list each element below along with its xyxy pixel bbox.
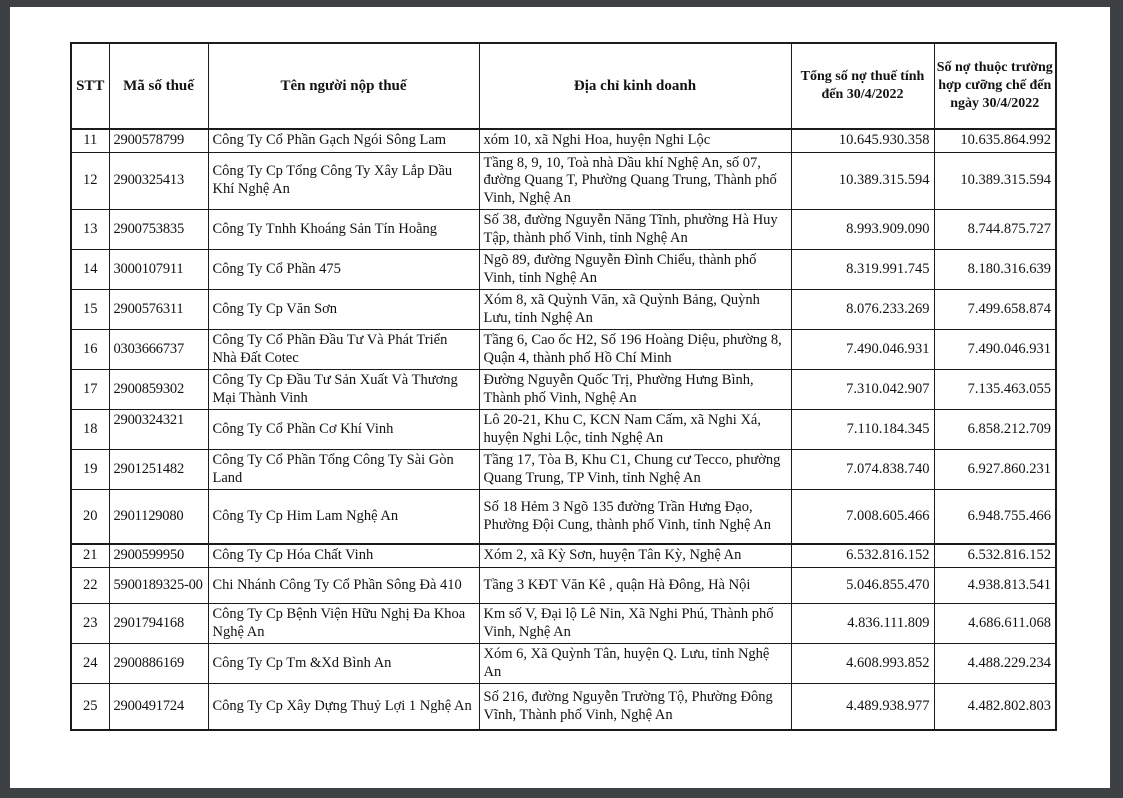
cell-enforced-debt: 7.499.658.874	[934, 290, 1056, 330]
cell-tax-code: 2900578799	[109, 129, 208, 152]
cell-total-debt: 7.110.184.345	[791, 410, 934, 450]
col-header-enforced-debt: Số nợ thuộc trường hợp cưỡng chế đến ngày 30/4/2022	[934, 43, 1056, 129]
cell-enforced-debt: 6.948.755.466	[934, 490, 1056, 545]
cell-stt: 25	[71, 684, 109, 731]
cell-business-address: Tầng 6, Cao ốc H2, Số 196 Hoàng Diệu, phường 8, Quận 4, thành phố Hồ Chí Minh	[479, 330, 791, 370]
cell-taxpayer-name: Công Ty Cổ Phần Tổng Công Ty Sài Gòn Land	[208, 450, 479, 490]
cell-enforced-debt: 7.490.046.931	[934, 330, 1056, 370]
cell-tax-code: 2900491724	[109, 684, 208, 731]
cell-enforced-debt: 4.686.611.068	[934, 604, 1056, 644]
cell-total-debt: 10.645.930.358	[791, 129, 934, 152]
cell-stt: 22	[71, 567, 109, 604]
cell-total-debt: 7.008.605.466	[791, 490, 934, 545]
cell-taxpayer-name: Công Ty Cổ Phần 475	[208, 250, 479, 290]
cell-total-debt: 4.836.111.809	[791, 604, 934, 644]
cell-tax-code: 2900886169	[109, 644, 208, 684]
cell-taxpayer-name: Công Ty Cp Hóa Chất Vinh	[208, 544, 479, 567]
cell-taxpayer-name: Công Ty Cp Bệnh Viện Hữu Nghị Đa Khoa Nghệ An	[208, 604, 479, 644]
cell-taxpayer-name: Công Ty Cổ Phần Gạch Ngói Sông Lam	[208, 129, 479, 152]
table-row	[71, 684, 1056, 731]
cell-tax-code: 2900576311	[109, 290, 208, 330]
cell-tax-code: 3000107911	[109, 250, 208, 290]
cell-stt: 12	[71, 152, 109, 210]
col-header-taxpayer-name: Tên người nộp thuế	[208, 43, 479, 129]
cell-enforced-debt: 7.135.463.055	[934, 370, 1056, 410]
cell-tax-code: 2901129080	[109, 490, 208, 545]
cell-total-debt: 6.532.816.152	[791, 544, 934, 567]
cell-tax-code: 0303666737	[109, 330, 208, 370]
cell-taxpayer-name: Công Ty Cp Xây Dựng Thuỷ Lợi 1 Nghệ An	[208, 684, 479, 731]
cell-total-debt: 10.389.315.594	[791, 152, 934, 210]
cell-stt: 21	[71, 544, 109, 567]
cell-stt: 19	[71, 450, 109, 490]
cell-stt: 20	[71, 490, 109, 545]
cell-stt: 24	[71, 644, 109, 684]
cell-stt: 15	[71, 290, 109, 330]
cell-business-address: Xóm 2, xã Kỳ Sơn, huyện Tân Kỳ, Nghệ An	[479, 544, 791, 567]
cell-tax-code: 2901251482	[109, 450, 208, 490]
cell-taxpayer-name: Công Ty Cp Đầu Tư Sản Xuất Và Thương Mại Thành Vinh	[208, 370, 479, 410]
table-row	[71, 370, 1056, 410]
cell-taxpayer-name: Chi Nhánh Công Ty Cổ Phần Sông Đà 410	[208, 567, 479, 604]
table-body	[71, 129, 1056, 730]
cell-stt: 23	[71, 604, 109, 644]
cell-taxpayer-name: Công Ty Cổ Phần Cơ Khí Vinh	[208, 410, 479, 450]
table-row	[71, 490, 1056, 545]
cell-enforced-debt: 8.180.316.639	[934, 250, 1056, 290]
table-row	[71, 567, 1056, 604]
cell-stt: 18	[71, 410, 109, 450]
cell-enforced-debt: 4.938.813.541	[934, 567, 1056, 604]
cell-business-address: Số 216, đường Nguyễn Trường Tộ, Phường Đông Vĩnh, Thành phố Vinh, Nghệ An	[479, 684, 791, 731]
cell-total-debt: 4.489.938.977	[791, 684, 934, 731]
cell-enforced-debt: 6.927.860.231	[934, 450, 1056, 490]
cell-enforced-debt: 10.389.315.594	[934, 152, 1056, 210]
cell-business-address: Tầng 8, 9, 10, Toà nhà Dầu khí Nghệ An, số 07, đường Quang T, Phường Quang Trung, Thành phố Vinh, Nghệ An	[479, 152, 791, 210]
table-header-row	[71, 43, 1056, 129]
cell-stt: 11	[71, 129, 109, 152]
cell-taxpayer-name: Công Ty Cổ Phần Đầu Tư Và Phát Triển Nhà Đất Cotec	[208, 330, 479, 370]
table-row	[71, 410, 1056, 450]
table-row	[71, 544, 1056, 567]
cell-business-address: Xóm 6, Xã Quỳnh Tân, huyện Q. Lưu, tỉnh Nghệ An	[479, 644, 791, 684]
cell-total-debt: 8.076.233.269	[791, 290, 934, 330]
cell-stt: 17	[71, 370, 109, 410]
cell-stt: 16	[71, 330, 109, 370]
cell-total-debt: 5.046.855.470	[791, 567, 934, 604]
table-row	[71, 152, 1056, 210]
tax-debt-table	[70, 42, 1057, 731]
cell-tax-code: 2900325413	[109, 152, 208, 210]
cell-tax-code: 2900599950	[109, 544, 208, 567]
col-header-stt: STT	[71, 43, 109, 129]
cell-enforced-debt: 6.532.816.152	[934, 544, 1056, 567]
table-row	[71, 644, 1056, 684]
table-row	[71, 250, 1056, 290]
cell-business-address: Tầng 3 KĐT Văn Kê , quận Hà Đông, Hà Nội	[479, 567, 791, 604]
cell-total-debt: 7.490.046.931	[791, 330, 934, 370]
cell-taxpayer-name: Công Ty Tnhh Khoáng Sản Tín Hoằng	[208, 210, 479, 250]
cell-taxpayer-name: Công Ty Cp Văn Sơn	[208, 290, 479, 330]
col-header-business-address: Địa chỉ kinh doanh	[479, 43, 791, 129]
cell-total-debt: 8.319.991.745	[791, 250, 934, 290]
table-row	[71, 290, 1056, 330]
table-row	[71, 604, 1056, 644]
cell-enforced-debt: 6.858.212.709	[934, 410, 1056, 450]
cell-taxpayer-name: Công Ty Cp Him Lam Nghệ An	[208, 490, 479, 545]
cell-total-debt: 7.074.838.740	[791, 450, 934, 490]
cell-stt: 14	[71, 250, 109, 290]
cell-tax-code: 2900324321	[109, 410, 208, 450]
cell-total-debt: 8.993.909.090	[791, 210, 934, 250]
table-row	[71, 330, 1056, 370]
cell-business-address: Km số V, Đại lộ Lê Nin, Xã Nghi Phú, Thành phố Vinh, Nghệ An	[479, 604, 791, 644]
cell-taxpayer-name: Công Ty Cp Tổng Công Ty Xây Lắp Dầu Khí Nghệ An	[208, 152, 479, 210]
cell-total-debt: 4.608.993.852	[791, 644, 934, 684]
cell-enforced-debt: 4.488.229.234	[934, 644, 1056, 684]
cell-enforced-debt: 8.744.875.727	[934, 210, 1056, 250]
cell-business-address: Xóm 8, xã Quỳnh Văn, xã Quỳnh Bảng, Quỳnh Lưu, tỉnh Nghệ An	[479, 290, 791, 330]
document-page	[10, 7, 1110, 788]
cell-enforced-debt: 4.482.802.803	[934, 684, 1056, 731]
cell-business-address: xóm 10, xã Nghi Hoa, huyện Nghi Lộc	[479, 129, 791, 152]
cell-enforced-debt: 10.635.864.992	[934, 129, 1056, 152]
cell-taxpayer-name: Công Ty Cp Tm &Xd Bình An	[208, 644, 479, 684]
cell-tax-code: 2900753835	[109, 210, 208, 250]
col-header-tax-code: Mã số thuế	[109, 43, 208, 129]
cell-business-address: Số 18 Hẻm 3 Ngõ 135 đường Trần Hưng Đạo, Phường Đội Cung, thành phố Vinh, tỉnh Nghệ An	[479, 490, 791, 545]
table-row	[71, 129, 1056, 152]
table-row	[71, 450, 1056, 490]
cell-business-address: Ngõ 89, đường Nguyễn Đình Chiểu, thành phố Vinh, tỉnh Nghệ An	[479, 250, 791, 290]
cell-business-address: Lô 20-21, Khu C, KCN Nam Cấm, xã Nghi Xá, huyện Nghi Lộc, tỉnh Nghệ An	[479, 410, 791, 450]
col-header-total-debt: Tổng số nợ thuế tính đến 30/4/2022	[791, 43, 934, 129]
cell-business-address: Đường Nguyễn Quốc Trị, Phường Hưng Bình, Thành phố Vinh, Nghệ An	[479, 370, 791, 410]
cell-total-debt: 7.310.042.907	[791, 370, 934, 410]
table-row	[71, 210, 1056, 250]
cell-tax-code: 2900859302	[109, 370, 208, 410]
cell-business-address: Số 38, đường Nguyễn Năng Tĩnh, phường Hà Huy Tập, thành phố Vinh, tỉnh Nghệ An	[479, 210, 791, 250]
cell-stt: 13	[71, 210, 109, 250]
cell-tax-code: 2901794168	[109, 604, 208, 644]
cell-tax-code: 5900189325-00	[109, 567, 208, 604]
cell-business-address: Tầng 17, Tòa B, Khu C1, Chung cư Tecco, phường Quang Trung, TP Vinh, tỉnh Nghệ An	[479, 450, 791, 490]
